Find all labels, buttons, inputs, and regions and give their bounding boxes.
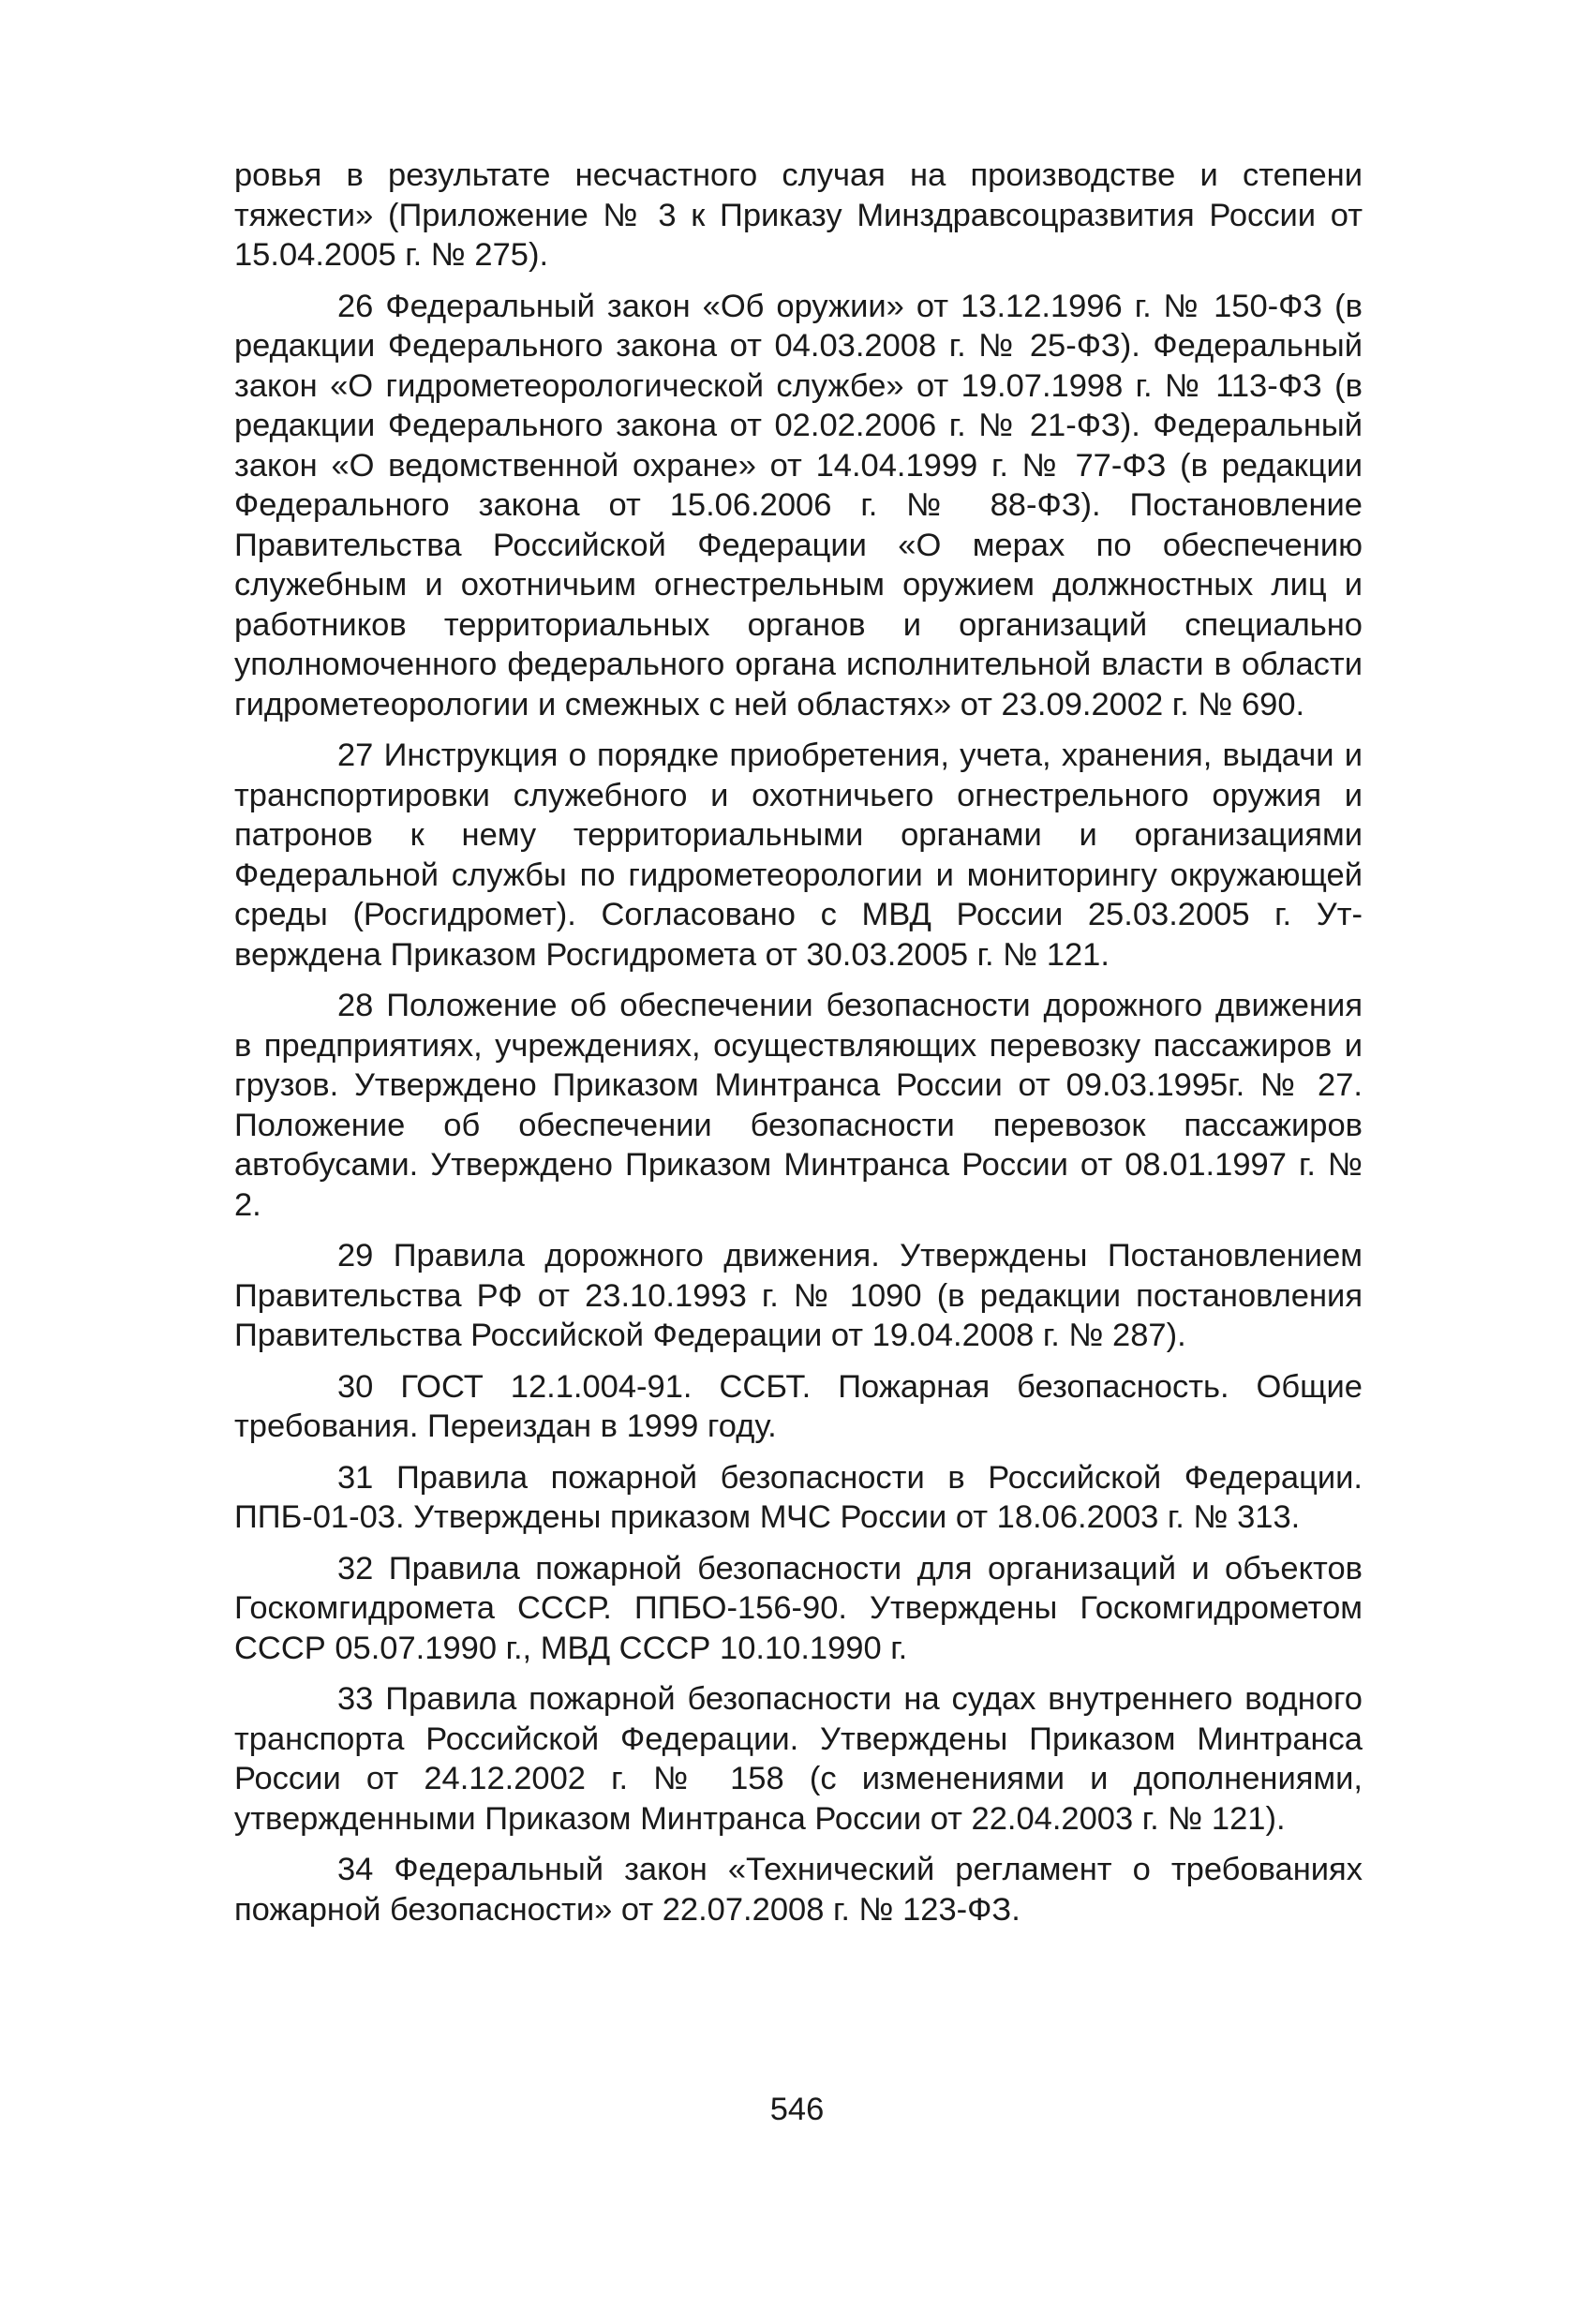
reference-item-30: 30 ГОСТ 12.1.004-91. ССБТ. Пожарная безопасность. Общие требования. Переиздан в 1999 году. (234, 1368, 1363, 1444)
reference-item-29: 29 Правила дорожного движения. Утверждены Постановлением Правительства РФ от 23.10.1993 г. № 1090 (в редакции постановления Правительства Российской Федерации от 19.04.2008 г. № 287). (234, 1238, 1363, 1353)
page-number: 546 (769, 2092, 825, 2127)
reference-item-27: 27 Инструкция о порядке приобретения, учета, хранения, выдачи и транспортировки служебного и охотничьего огнестрельного оружия и патронов к нему территориальными органами и организациями Федеральной службы по гидрометеорологии и мониторингу окружающей среды (Росгидромет). Согласовано с МВД России 25.03.2005 г. Утверждена Приказом Росгидромета от 30.03.2005 г. № 121. (234, 737, 1363, 973)
reference-item-31: 31 Правила пожарной безопасности в Российской Федерации. ППБ-01-03. Утверждены приказом МЧС России от 18.06.2003 г. № 313. (234, 1459, 1363, 1535)
reference-item-33: 33 Правила пожарной безопасности на судах внутреннего водного транспорта Российской Федерации. Утверждены Приказом Минтранса России от 24.12.2002 г. № 158 (с изменениями и дополнениями, утвержденными Приказом Минтранса России от 22.04.2003 г. № 121). (234, 1681, 1363, 1837)
reference-item-32: 32 Правила пожарной безопасности для организаций и объектов Госкомгидромета СССР. ППБО-156-90. Утверждены Госкомгидрометом СССР 05.07.1990 г., МВД СССР 10.10.1990 г. (234, 1550, 1363, 1666)
paragraph-continuation: ровья в результате несчастного случая на производстве и степени тяжести» (Приложение № 3 к Приказу Минздравсоцразвития России от 15.04.2005 г. № 275). (234, 157, 1363, 273)
reference-item-28: 28 Положение об обеспечении безопасности дорожного движения в предприятиях, учреждениях, осуществляющих перевозку пассажиров и грузов. Утверждено Приказом Минтранса России от 09.03.1995г. № 27. Положение об обеспечении безопасности перевозок пассажиров автобусами. Утверждено Приказом Минтранса России от 08.01.1997 г. № 2. (234, 988, 1363, 1223)
reference-item-26: 26 Федеральный закон «Об оружии» от 13.12.1996 г. № 150-ФЗ (в редакции Федерального закона от 04.03.2008 г. № 25-ФЗ). Федеральный закон «О гидрометеорологической службе» от 19.07.1998 г. № 113-ФЗ (в редакции Федерального закона от 02.02.2006 г. № 21-ФЗ). Федеральный закон «О ведомственной охране» от 14.04.1999 г. № 77-ФЗ (в редакции Федерального закона от 15.06.2006 г. № 88-ФЗ). Постановление Правительства Российской Федерации «О мерах по обеспечению служебным и охотничьим огнестрельным оружием должностных лиц и работников территориальных органов и организаций специально уполномоченного федерального органа исполнительной власти в области гидрометеорологии и смежных с ней областях» от 23.09.2002 г. № 690. (234, 288, 1363, 723)
reference-item-34: 34 Федеральный закон «Технический регламент о требованиях пожарной безопасности» от 22.07.2008 г. № 123-ФЗ. (234, 1852, 1363, 1928)
document-page-body (234, 156, 1363, 1941)
